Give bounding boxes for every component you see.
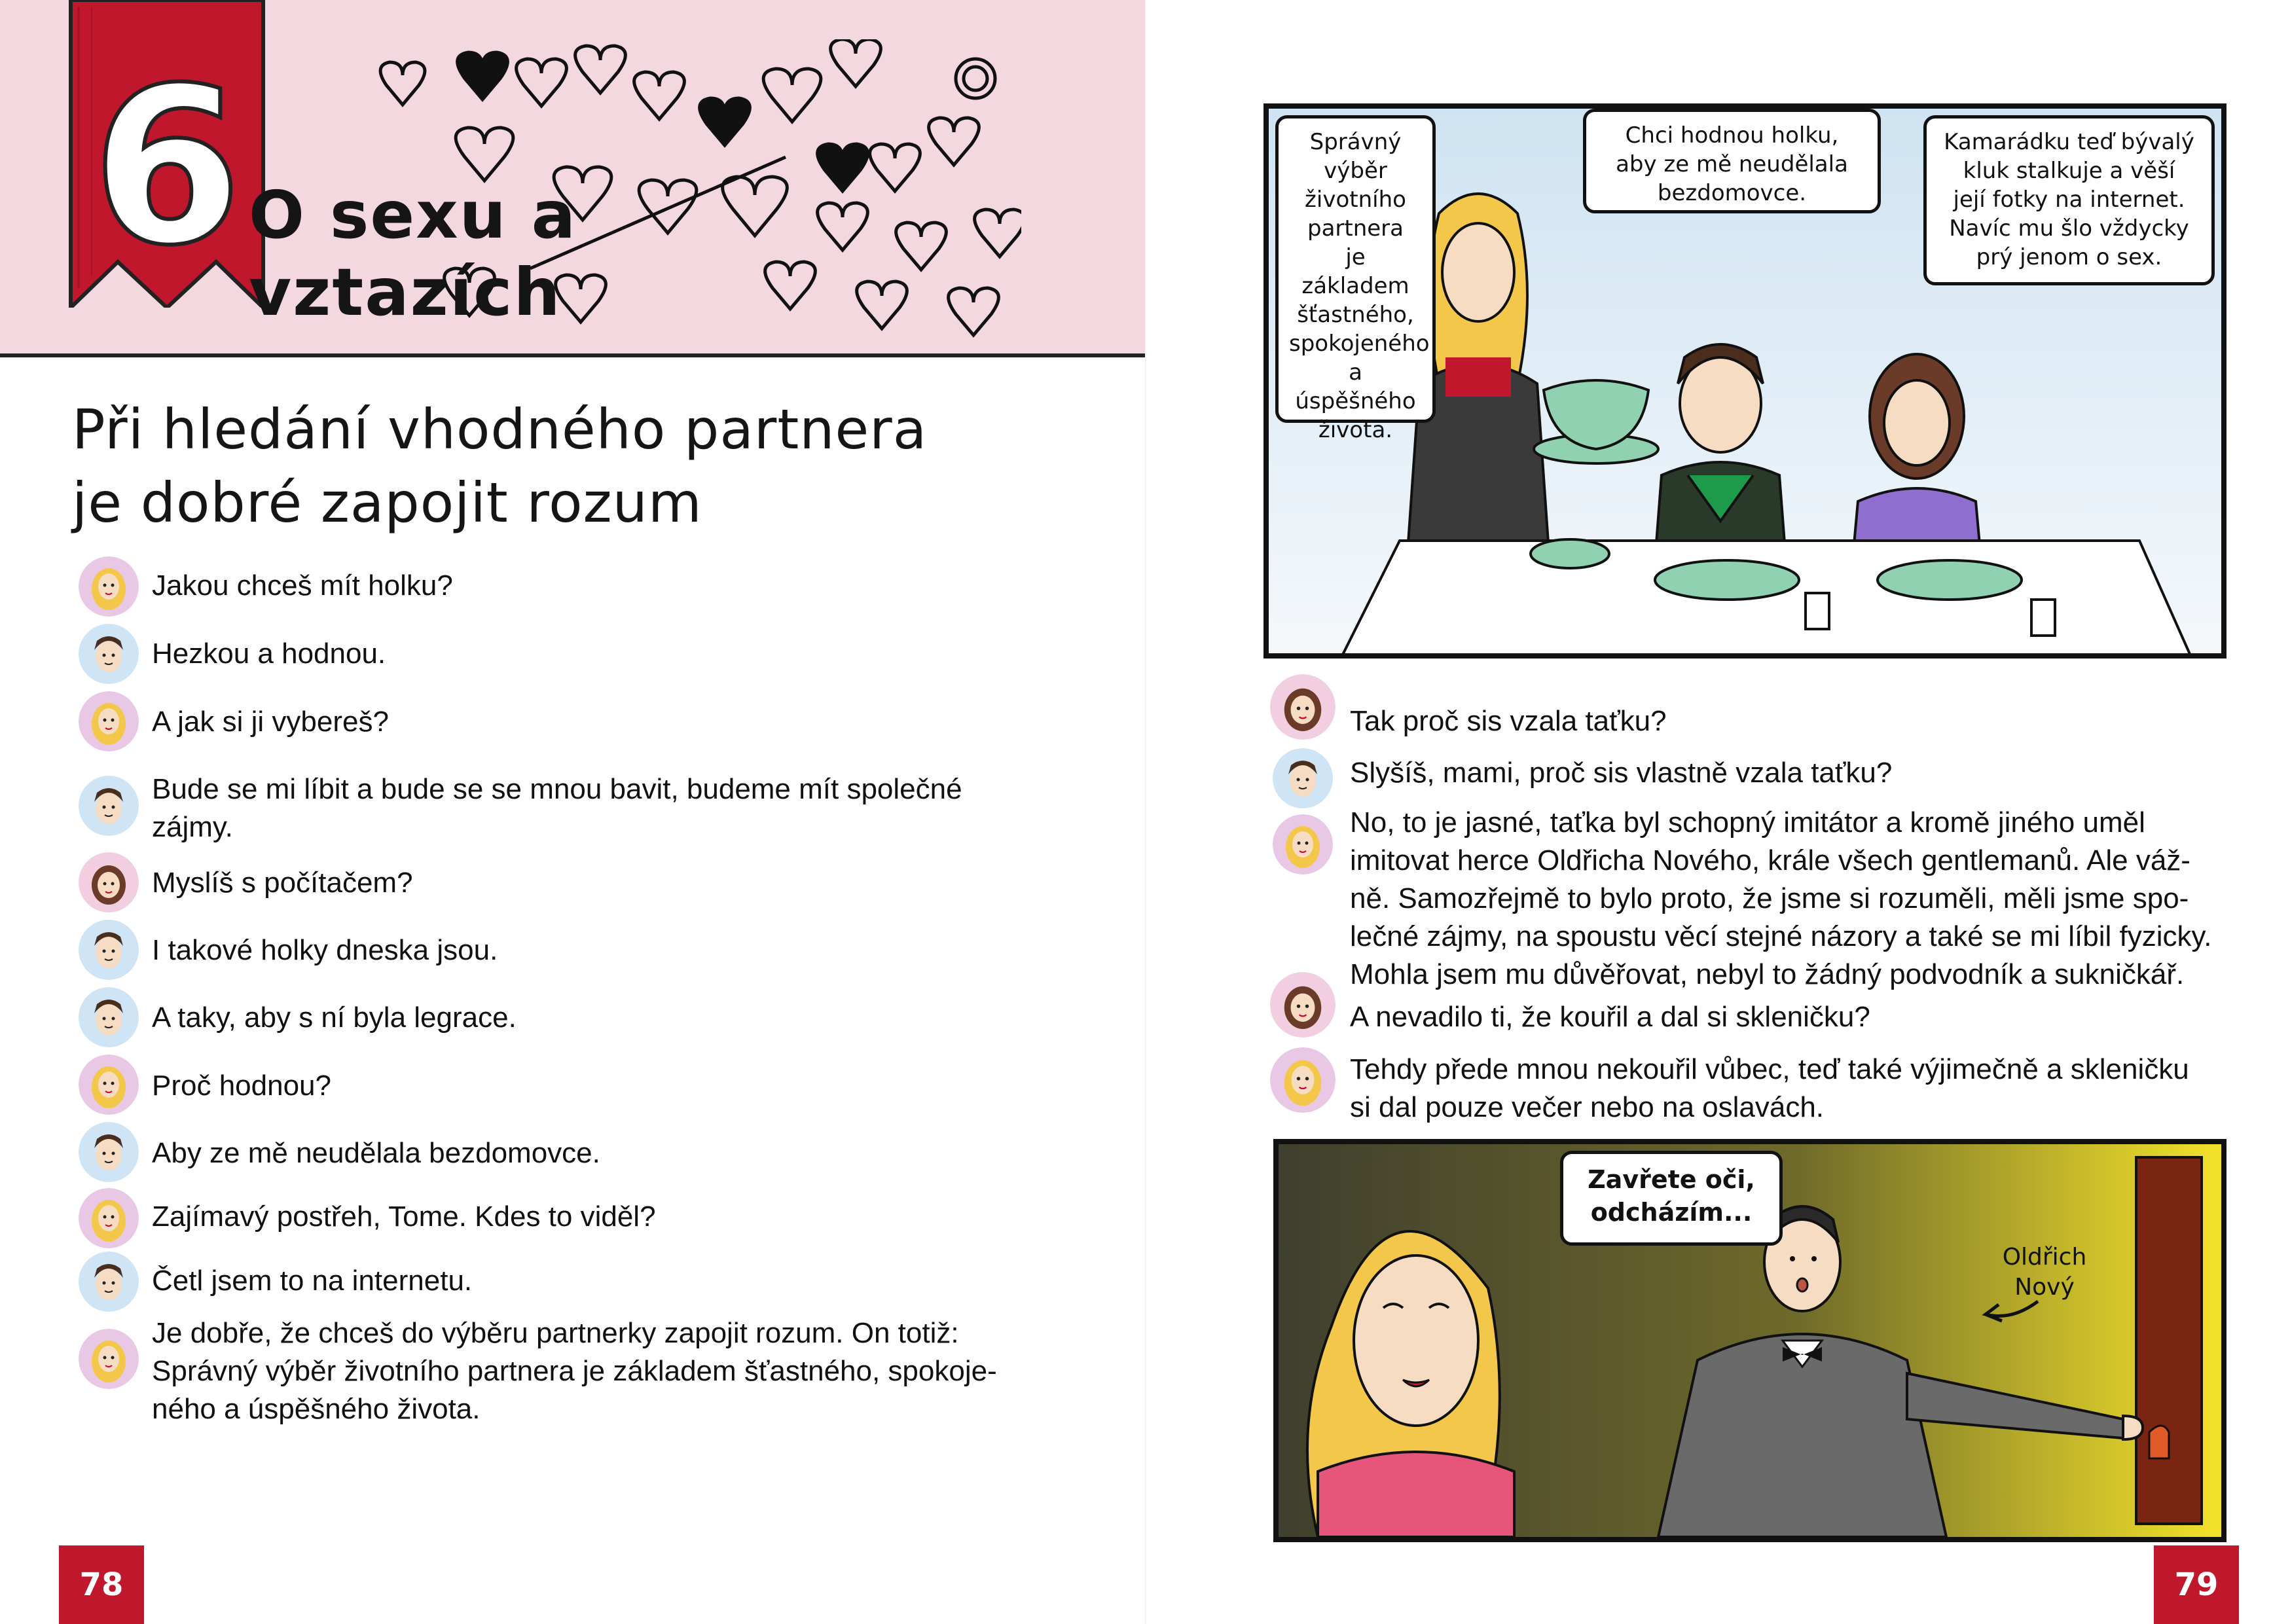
dialogue-line-3: ného a úspěšného života. — [152, 1393, 481, 1425]
bubble-line: partnera — [1307, 215, 1404, 242]
dialogue-line-2: zájmy. — [152, 811, 233, 843]
avatar-brunette-girl — [1270, 674, 1336, 740]
bubble-line: Správný — [1309, 129, 1402, 155]
chapter-title-line1: O sexu a — [249, 177, 577, 253]
bubble-line: Zavřete oči, — [1588, 1165, 1755, 1194]
chapter-title-line2: vztazích — [249, 254, 562, 331]
avatar-brunette-girl — [79, 852, 139, 912]
avatar-blonde-mother — [79, 1055, 139, 1115]
dialogue-line: Jakou chceš mít holku? — [152, 569, 453, 602]
dialogue-line: A jak si ji vybereš? — [152, 706, 389, 738]
section-heading-line1: Při hledání vhodného partnera — [72, 397, 928, 461]
character-label — [1972, 1242, 2117, 1303]
avatar-boy — [79, 920, 139, 980]
bubble-line: života. — [1318, 417, 1393, 443]
bubble-line: Kamarádku teď bývalý — [1944, 129, 2194, 155]
bubble-line: šťastného, — [1297, 302, 1414, 328]
bubble-line: a úspěšného — [1295, 359, 1416, 414]
bubble-line: kluk stalkuje a věší — [1963, 158, 2175, 184]
bubble-line: Chci hodnou holku, — [1625, 122, 1839, 149]
comic-panel-gentleman — [1273, 1139, 2226, 1542]
label-line: Oldřich — [2002, 1244, 2087, 1271]
bubble-line: bezdomovce. — [1657, 180, 1807, 206]
avatar-boy — [1273, 748, 1333, 808]
avatar-blonde-mother — [1273, 814, 1333, 875]
dialogue-paragraph — [1350, 804, 2227, 994]
avatar-boy — [79, 1252, 139, 1312]
dialogue-line: Slyšíš, mami, proč sis vlastně vzala taťku? — [1350, 757, 1893, 789]
dialogue-line: A taky, aby s ní byla legrace. — [152, 1001, 517, 1034]
bubble-line: Navíc mu šlo vždycky — [1949, 215, 2189, 242]
avatar-boy — [79, 624, 139, 684]
dialogue-line-1: Bude se mi líbit a bude se se mnou bavit, budeme mít společné — [152, 773, 962, 805]
dialogue-line-2: imitovat herce Oldřicha Nového, krále všech gentlemanů. Ale váž- — [1350, 844, 2190, 876]
speech-bubble-mother — [1275, 115, 1436, 443]
speech-bubble-man — [1560, 1151, 1783, 1246]
dialogue-line — [152, 1314, 997, 1428]
dialogue-line-2: si dal pouze večer nebo na oslavách. — [1350, 1091, 1825, 1123]
bubble-line: její fotky na internet. — [1953, 187, 2185, 213]
bubble-line: je základem — [1301, 244, 1409, 299]
dialogue-line: Proč hodnou? — [152, 1070, 331, 1102]
page-number-left: 78 — [59, 1545, 144, 1624]
speech-bubble-boy — [1583, 109, 1881, 213]
dialogue-line-4: lečné zájmy, na spoustu věcí stejné názory a také se mi líbil fyzicky. — [1350, 920, 2212, 952]
dialogue-line-1: Tehdy přede mnou nekouřil vůbec, teď také výjimečně a skleničku — [1350, 1053, 2189, 1085]
avatar-blonde-mother — [79, 1188, 139, 1248]
bubble-line: prý jenom o sex. — [1976, 244, 2162, 270]
bubble-line: odcházím... — [1590, 1198, 1753, 1227]
avatar-brunette-girl — [1270, 972, 1336, 1038]
section-heading-line2: je dobré zapojit rozum — [72, 471, 702, 535]
avatar-blonde-mother — [79, 556, 139, 617]
bubble-line: výběr — [1324, 158, 1387, 184]
bubble-line: aby ze mě neudělala — [1616, 151, 1848, 177]
dialogue-line: Aby ze mě neudělala bezdomovce. — [152, 1137, 600, 1169]
dialogue-line-1: Je dobře, že chceš do výběru partnerky zapojit rozum. On totiž: — [152, 1317, 959, 1349]
avatar-blonde-mother — [79, 1329, 139, 1389]
avatar-boy — [79, 987, 139, 1047]
dialogue-line: Zajímavý postřeh, Tome. Kdes to viděl? — [152, 1200, 656, 1233]
dialogue-line-1: No, to je jasné, taťka byl schopný imitátor a kromě jiného uměl — [1350, 806, 2145, 839]
chapter-number: 6 — [92, 41, 242, 293]
dialogue-line-3: ně. Samozřejmě to bylo proto, že jsme si rozuměli, měli jsme spo- — [1350, 882, 2189, 914]
dialogue-line-2: Správný výběr životního partnera je základem šťastného, spokoje- — [152, 1355, 997, 1387]
avatar-boy — [79, 776, 139, 836]
bubble-line: životního — [1305, 187, 1406, 213]
dialogue-paragraph — [1350, 1051, 2227, 1127]
bubble-line: spokojeného — [1289, 331, 1430, 357]
dialogue-line: Četl jsem to na internetu. — [152, 1265, 473, 1297]
dialogue-line — [152, 770, 962, 846]
label-line: Nový — [2014, 1274, 2075, 1301]
comic-panel-dinner — [1263, 103, 2226, 659]
avatar-blonde-mother — [79, 691, 139, 751]
avatar-blonde-mother — [1270, 1047, 1336, 1113]
page-gutter — [1145, 0, 1146, 1624]
avatar-boy — [79, 1122, 139, 1182]
page-number-right: 79 — [2154, 1545, 2239, 1624]
speech-bubble-girl — [1923, 115, 2215, 285]
dialogue-line: I takové holky dneska jsou. — [152, 934, 498, 966]
dialogue-line: Tak proč sis vzala taťku? — [1350, 705, 1667, 737]
dialogue-line: A nevadilo ti, že kouřil a dal si skleničku? — [1350, 1001, 1870, 1033]
dialogue-line-5: Mohla jsem mu důvěřovat, nebyl to žádný podvodník a sukničkář. — [1350, 958, 2185, 990]
dialogue-line: Myslíš s počítačem? — [152, 867, 413, 899]
dialogue-line: Hezkou a hodnou. — [152, 638, 386, 670]
